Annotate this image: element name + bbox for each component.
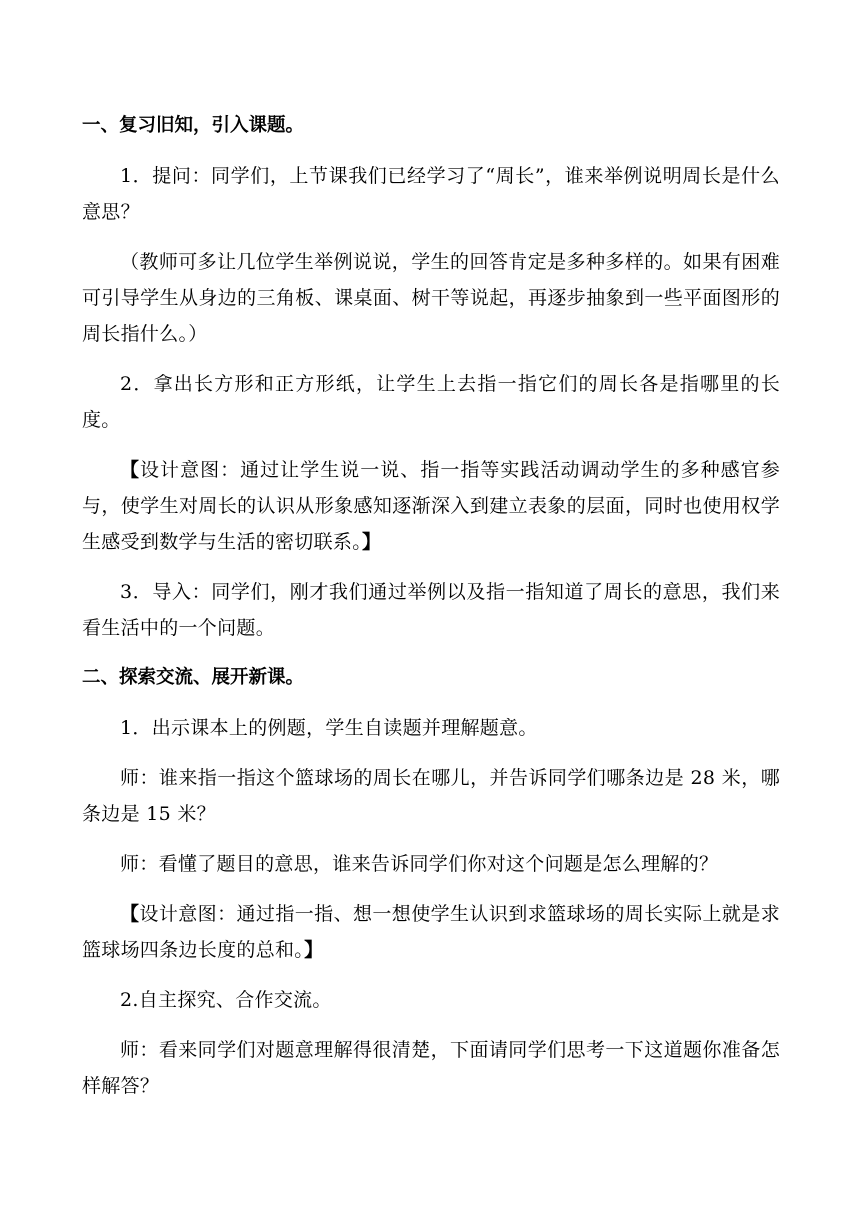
paragraph-introduction: 3．导入：同学们，刚才我们通过举例以及指一指知道了周长的意思，我们来看生活中的一个问题。 (82, 581, 780, 639)
design-intent-text: 设计意图：通过指一指、想一想使学生认识到求篮球场的周长实际上就是求篮球场四条边长度的总和。 (82, 903, 780, 961)
paragraph-design-intent-1 (82, 452, 780, 560)
paragraph-teacher-solve: 师：看来同学们对题意理解得很清楚，下面请同学们思考一下这道题你准备怎样解答？ (82, 1039, 780, 1097)
paragraph-teacher-note: （教师可多让几位学生举例说说，学生的回答肯定是多种多样的。如果有困难可引导学生从身边的三角板、课桌面、树干等说起，再逐步抽象到一些平面图形的周长指什么。） (82, 251, 780, 345)
paragraph-design-intent-2 (82, 896, 780, 968)
paragraph-self-explore: 2.自主探究、合作交流。 (120, 989, 332, 1011)
bracket-close: 】 (362, 531, 382, 553)
section-heading-review: 一、复习旧知，引入课题。 (82, 115, 305, 136)
paragraph-teacher-point: 师：谁来指一指这个篮球场的周长在哪儿，并告诉同学们哪条边是 28 米，哪条边是 15 米？ (82, 767, 780, 825)
document-page (82, 108, 780, 1118)
paragraph-question: 1．提问：同学们，上节课我们已经学习了“周长”，谁来举例说明周长是什么意思？ (82, 165, 780, 223)
paragraph-example: 1．出示课本上的例题，学生自读题并理解题意。 (120, 717, 538, 739)
design-intent-text: 设计意图：通过让学生说一说、指一指等实践活动调动学生的多种感官参与，使学生对周长的认识从形象感知逐渐深入到建立表象的层面，同时也使用权学生感受到数学与生活的密切联系。 (82, 459, 780, 553)
paragraph-teacher-understand: 师：看懂了题目的意思，谁来告诉同学们你对这个问题是怎么理解的？ (120, 853, 719, 875)
section-heading-explore: 二、探索交流、展开新课。 (82, 667, 305, 688)
bracket-open: 【 (120, 459, 141, 481)
paragraph-shapes: 2．拿出长方形和正方形纸，让学生上去指一指它们的周长各是指哪里的长度。 (82, 373, 780, 431)
bracket-close: 】 (304, 939, 324, 961)
bracket-open: 【 (120, 903, 140, 925)
